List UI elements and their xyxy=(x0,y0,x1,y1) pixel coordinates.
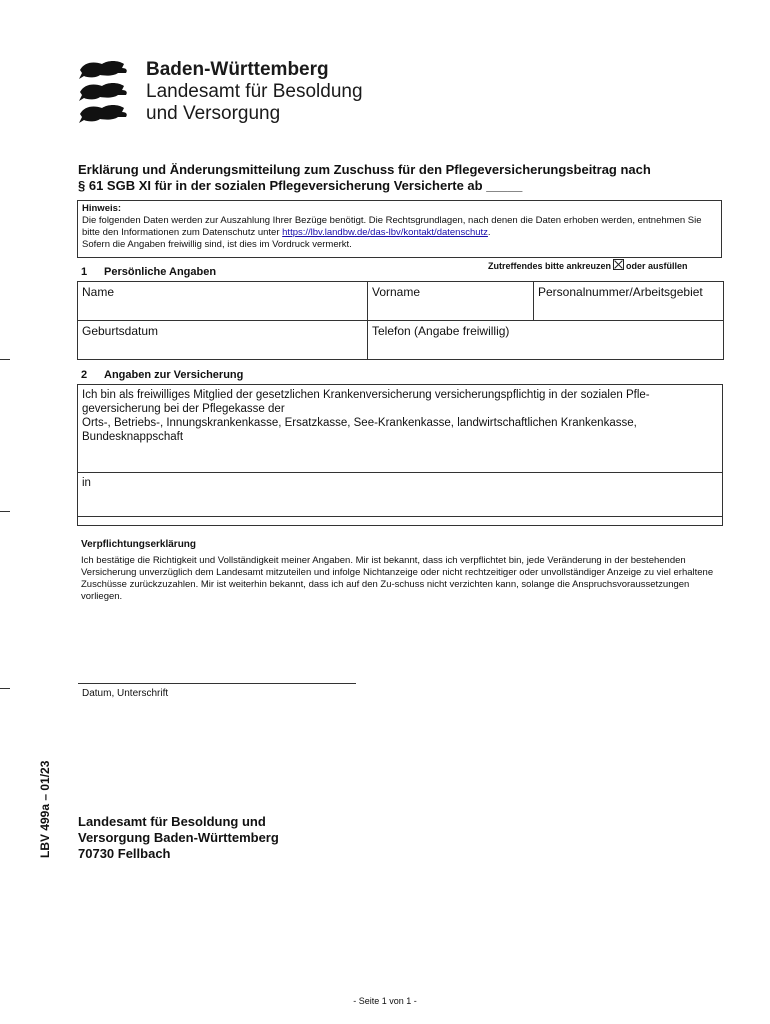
hint-box xyxy=(77,200,722,258)
coat-of-arms-lions-icon xyxy=(76,58,130,124)
logo-text-agency: Landesamt für Besoldung xyxy=(146,81,363,102)
pledge-title: Verpflichtungserklärung xyxy=(81,539,197,550)
privacy-link[interactable]: https://lbv.landbw.de/das-lbv/kontakt/datenschutz xyxy=(282,227,488,238)
check-instruction xyxy=(488,259,688,271)
check-instruction-text-end: oder ausfüllen xyxy=(626,261,688,271)
insurance-location-field[interactable] xyxy=(78,473,722,517)
section2-number: 2 xyxy=(81,369,88,381)
vorname-field[interactable] xyxy=(368,282,534,321)
name-label: Name xyxy=(82,285,115,299)
page-number: - Seite 1 von 1 - xyxy=(353,996,417,1006)
insurance-statement-text: Ich bin als freiwilliges Mitglied der gesetzlichen Krankenversicherung versicherungspflichtig in der sozialen Pfle-geversicherung bei der Pflegekasse der xyxy=(82,389,650,415)
section2-title: Angaben zur Versicherung xyxy=(104,369,244,381)
personalnummer-field[interactable] xyxy=(534,282,724,321)
section1-number: 1 xyxy=(81,266,88,278)
insurance-statement-field[interactable] xyxy=(78,385,722,473)
insurance-types-text: Orts-, Betriebs-, Innungskrankenkasse, Ersatzkasse, See-Krankenkasse, landwirtschaftlichen Krankenkasse, Bundesknappschaft xyxy=(82,417,637,443)
form-title-line2: § 61 SGB XI für in der sozialen Pflegeversicherung Versicherte ab _____ xyxy=(78,178,523,193)
hint-text xyxy=(82,215,717,239)
address-line2: Versorgung Baden-Württemberg xyxy=(78,830,279,845)
telefon-label: Telefon (Angabe freiwillig) xyxy=(372,324,510,338)
address-line3: 70730 Fellbach xyxy=(78,846,171,861)
hint-voluntary-note: Sofern die Angaben freiwillig sind, ist dies im Vordruck vermerkt. xyxy=(82,239,352,250)
hint-title: Hinweis: xyxy=(82,203,122,214)
insurance-box xyxy=(77,384,723,526)
insurance-location-label: in xyxy=(82,477,91,489)
form-title-line1: Erklärung und Änderungsmitteilung zum Zuschuss für den Pflegeversicherungsbeitrag nach xyxy=(78,162,651,177)
checked-box-icon xyxy=(613,259,624,270)
form-code: LBV 499a – 01/23 xyxy=(38,760,52,858)
signature-label: Datum, Unterschrift xyxy=(82,688,169,699)
hint-text-body: Die folgenden Daten werden zur Auszahlung Ihrer Bezüge benötigt. Die Rechtsgrundlagen, nach denen die Daten erhoben werden, entnehmen Sie bitte den Informationen zum Datenschutz unter xyxy=(82,215,702,238)
check-instruction-text: Zutreffendes bitte ankreuzen xyxy=(488,261,612,271)
vorname-label: Vorname xyxy=(372,285,421,299)
logo-text-state: Baden-Württemberg xyxy=(146,59,329,80)
telefon-field[interactable] xyxy=(368,321,724,360)
personal-data-table xyxy=(77,281,724,360)
section1-title: Persönliche Angaben xyxy=(104,266,217,278)
fold-mark xyxy=(0,688,10,689)
address-line1: Landesamt für Besoldung und xyxy=(78,814,266,829)
fold-mark xyxy=(0,359,10,360)
hint-text-end: . xyxy=(487,227,491,238)
name-field[interactable] xyxy=(78,282,368,321)
signature-line[interactable] xyxy=(78,683,356,684)
personalnummer-label: Personalnummer/Arbeitsgebiet xyxy=(538,285,703,299)
geburtsdatum-label: Geburtsdatum xyxy=(82,324,159,338)
pledge-text: Ich bestätige die Richtigkeit und Vollständigkeit meiner Angaben. Mir ist bekannt, dass ich verpflichtet bin, jede Veränderung in der bestehenden Versicherung unverzüglich dem Landesamt mitzuteilen und infolge Nichtanzeige oder nicht rechtzeitiger oder unvollständiger Anzeige zu viel erhaltene Zuschüsse zurückzuzahlen. Mir ist weiterhin bekannt, dass ich auf den Zu-schuss nicht verzichten kann, solange die Anspruchsvoraussetzungen vorliegen. xyxy=(81,555,714,602)
logo-text-agency-cont: und Versorgung xyxy=(146,103,281,124)
geburtsdatum-field[interactable] xyxy=(78,321,368,360)
fold-mark xyxy=(0,511,10,512)
